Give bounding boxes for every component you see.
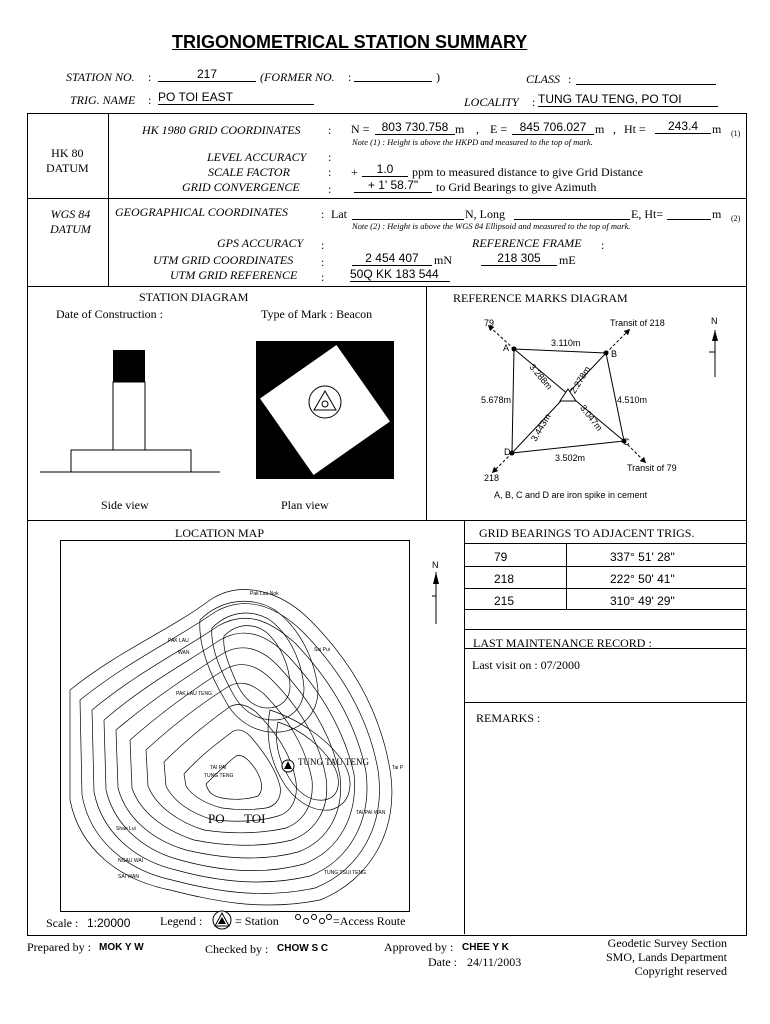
map-place-po: PO xyxy=(208,811,225,826)
beacon-top xyxy=(113,350,145,382)
prepared-label: Prepared by : xyxy=(27,940,91,954)
dept-line2: SMO, Lands Department xyxy=(606,950,727,964)
grid-convergence-label: GRID CONVERGENCE xyxy=(182,180,300,194)
colon: : xyxy=(321,207,325,221)
utm-ref-label: UTM GRID REFERENCE xyxy=(170,268,298,282)
ht-value: 243.4 xyxy=(655,119,711,134)
utm-n-unit: mN xyxy=(434,253,452,267)
legend-label: Legend : xyxy=(160,914,203,928)
locality-value: TUNG TAU TENG, PO TOI xyxy=(538,92,718,107)
distance-ab: 3.110m xyxy=(551,338,581,348)
bearing-row-trig: 215 xyxy=(494,594,515,608)
colon: : xyxy=(321,270,325,284)
wgs84-datum xyxy=(50,207,91,237)
trig-name-label: TRIG. NAME xyxy=(70,93,136,107)
distance-b-station: 2.278m xyxy=(568,364,593,396)
map-place-tai-pai: TAI PAI xyxy=(210,765,227,771)
ref-marks-heading: REFERENCE MARKS DIAGRAM xyxy=(453,291,628,305)
long-value xyxy=(514,205,630,220)
datum-line2: DATUM xyxy=(46,161,89,175)
e-prefix: E = xyxy=(490,122,508,136)
note1-ref: (1) xyxy=(731,129,741,138)
locality-label: LOCALITY xyxy=(464,95,519,109)
grid-convergence-value: + 1' 58.7" xyxy=(354,178,432,193)
lat-value xyxy=(352,205,464,220)
unit-m: m xyxy=(712,122,722,136)
divider xyxy=(27,520,746,521)
transit-218-label: Transit of 218 xyxy=(610,318,665,328)
grid-bearings-heading: GRID BEARINGS TO ADJACENT TRIGS. xyxy=(479,526,695,540)
map-place-sai-wan: SAI WAN xyxy=(118,874,139,880)
map-place-pak-lau-nok: Pak Lau Nok xyxy=(250,591,279,597)
map-place-toi: TOI xyxy=(244,811,266,826)
utm-coords-label: UTM GRID COORDINATES xyxy=(153,253,294,267)
date-label: Date : xyxy=(428,955,457,969)
colon: : xyxy=(601,238,605,252)
station-diagram-heading: STATION DIAGRAM xyxy=(139,290,249,304)
bearing-row-value: 222° 50' 41" xyxy=(610,572,675,586)
hk1980-grid-label: HK 1980 GRID COORDINATES xyxy=(142,123,301,137)
divider xyxy=(27,286,746,287)
trig-name-value: PO TOI EAST xyxy=(158,90,314,105)
bearing-row-trig: 218 xyxy=(494,572,515,586)
scale-factor-label: SCALE FACTOR xyxy=(208,165,290,179)
comma: , xyxy=(476,122,479,136)
colon: : xyxy=(328,123,332,137)
colon: : xyxy=(532,95,536,109)
class-label: CLASS xyxy=(526,72,561,86)
line-ad xyxy=(512,349,514,453)
distance-a-station: 3.288m xyxy=(527,362,555,392)
divider xyxy=(27,198,746,199)
n-value: 803 730.758 xyxy=(375,120,455,135)
e-value: 845 706.027 xyxy=(512,120,594,135)
bearing-row-trig: 79 xyxy=(494,550,508,564)
bearing-row-value: 310° 49' 29" xyxy=(610,594,675,608)
station-marker xyxy=(282,760,294,772)
datum-line1: HK 80 xyxy=(51,146,84,160)
gps-accuracy-label: GPS ACCURACY xyxy=(217,236,304,250)
divider xyxy=(465,609,746,610)
map-place-shan-lui: Shan Lui xyxy=(116,826,136,832)
remarks-heading: REMARKS : xyxy=(476,711,541,725)
divider xyxy=(464,520,465,934)
date-of-construction-label: Date of Construction : xyxy=(56,307,163,321)
beacon-base xyxy=(71,450,191,472)
colon: : xyxy=(148,70,152,84)
ht-prefix: Ht = xyxy=(624,122,646,136)
line-ab xyxy=(514,349,606,353)
scale-label: Scale : xyxy=(46,916,79,930)
reference-frame-label: REFERENCE FRAME xyxy=(472,236,582,250)
prepared-by: MOK Y W xyxy=(99,942,144,953)
note2-ref: (2) xyxy=(731,214,741,223)
page-title: TRIGONOMETRICAL STATION SUMMARY xyxy=(172,32,528,52)
point-b-label: B xyxy=(611,349,618,359)
utm-e-unit: mE xyxy=(559,253,576,267)
scale-factor-sign: + xyxy=(351,165,358,179)
scale-factor-text: ppm to measured distance to give Grid Distance xyxy=(412,165,643,179)
colon: : xyxy=(348,70,352,84)
transit-79-label: Transit of 79 xyxy=(627,463,677,473)
maintenance-heading: LAST MAINTENANCE RECORD : xyxy=(473,636,652,650)
divider xyxy=(465,543,746,544)
unit-m: m xyxy=(712,207,722,221)
approved-label: Approved by : xyxy=(384,940,454,954)
divider xyxy=(465,588,746,589)
divider xyxy=(465,629,746,630)
checked-by: CHOW S C xyxy=(277,943,329,954)
point-d-label: D xyxy=(504,447,511,457)
station-no-label: STATION NO. xyxy=(66,70,135,84)
unit-m: m xyxy=(595,122,605,136)
bearing-row-value: 337° 51' 28" xyxy=(610,550,675,564)
map-place-tung-tsui: TUNG TSUI TENG xyxy=(324,870,367,876)
dept-line1: Geodetic Survey Section xyxy=(607,936,727,950)
long-label: N, Long xyxy=(465,207,505,221)
scale-value: 1:20000 xyxy=(87,916,131,930)
side-view-label: Side view xyxy=(101,498,149,512)
grid-convergence-text: to Grid Bearings to give Azimuth xyxy=(436,180,597,194)
colon: : xyxy=(568,72,572,86)
legend-access-icon xyxy=(294,912,332,926)
scale-factor-value: 1.0 xyxy=(362,162,408,177)
distance-ad: 5.678m xyxy=(481,395,512,405)
map-place-tai-p: Tai P xyxy=(392,765,404,771)
distance-d-station: 3.443m xyxy=(529,411,553,443)
note2: Note (2) : Height is above the WGS 84 Ellipsoid and measured to the top of mark. xyxy=(352,221,631,231)
label-218: 218 xyxy=(484,473,500,483)
checked-label: Checked by : xyxy=(205,942,269,956)
legend-station-icon xyxy=(210,910,234,930)
map-place-ngau-wai: NGAU WAI xyxy=(118,858,144,864)
map-place-pak-lau-teng: PAK LAU TENG xyxy=(176,691,212,697)
map-place-sai-pui: Sai Pui xyxy=(314,647,330,653)
map-north-arrow xyxy=(430,570,442,626)
north-arrow-head xyxy=(712,330,718,341)
colon: : xyxy=(328,150,332,164)
ref-marks-footnote: A, B, C and D are iron spike in cement xyxy=(494,490,648,500)
utm-ref-value: 50Q KK 183 544 xyxy=(350,267,450,282)
date-value: 24/11/2003 xyxy=(467,955,522,969)
colon: : xyxy=(328,182,332,196)
colon: : xyxy=(321,238,325,252)
last-visit: Last visit on : 07/2000 xyxy=(472,658,580,672)
label-79: 79 xyxy=(484,318,495,328)
colon: : xyxy=(321,255,325,269)
map-place-tung-tau-teng: TUNG TAU TENG xyxy=(298,757,369,767)
former-no-label: (FORMER NO. xyxy=(260,70,335,84)
e-ht-label: E, Ht= xyxy=(631,207,664,221)
divider xyxy=(566,543,567,609)
utm-e-value: 218 305 xyxy=(481,251,557,266)
point-a-label: A xyxy=(503,343,510,353)
geo-coords-label: GEOGRAPHICAL COORDINATES xyxy=(115,205,288,219)
map-north-label: N xyxy=(432,560,439,570)
map-place-wan: WAN xyxy=(178,650,190,656)
divider xyxy=(465,566,746,567)
beacon-pillar xyxy=(113,382,145,450)
map-place-pak-lau: PAK LAU xyxy=(168,638,189,644)
hk80-datum xyxy=(46,146,89,176)
transit-79-line xyxy=(490,327,514,349)
divider xyxy=(108,113,109,286)
former-no-value xyxy=(354,67,432,82)
colon: : xyxy=(328,165,332,179)
divider xyxy=(426,286,427,520)
unit-m: m xyxy=(455,122,465,136)
mark-type-label: Type of Mark : Beacon xyxy=(261,307,373,321)
ht-value xyxy=(667,205,711,220)
datum-line2: DATUM xyxy=(50,222,91,236)
map-frame xyxy=(61,541,410,912)
point-c-label: C xyxy=(623,437,630,447)
station-no-value: 217 xyxy=(158,67,256,82)
map-place-tung-teng: TUNG TENG xyxy=(204,773,234,779)
datum-line1: WGS 84 xyxy=(50,207,91,221)
dept-block xyxy=(606,936,727,978)
side-view-drawing xyxy=(40,340,220,480)
dept-line3: Copyright reserved xyxy=(634,964,727,978)
line-dc xyxy=(512,441,624,453)
legend-station-text: = Station xyxy=(235,914,279,928)
divider xyxy=(465,702,746,703)
distance-dc: 3.502m xyxy=(555,453,586,463)
lat-label: Lat xyxy=(331,207,347,221)
colon: : xyxy=(148,93,152,107)
distance-bc: 4.510m xyxy=(617,395,648,405)
plan-view-label: Plan view xyxy=(281,498,329,512)
ref-north: N xyxy=(711,316,718,326)
location-map-heading: LOCATION MAP xyxy=(175,526,265,540)
comma: , xyxy=(613,122,616,136)
utm-n-value: 2 454 407 xyxy=(352,251,432,266)
map-place-tai-pai-wan: TAI PAI WAN xyxy=(356,810,386,816)
approved-by: CHEE Y K xyxy=(462,942,509,953)
n-prefix: N = xyxy=(351,122,370,136)
note1: Note (1) : Height is above the HKPD and measured to the top of mark. xyxy=(352,137,593,147)
location-map xyxy=(60,540,410,912)
legend-access-text: =Access Route xyxy=(333,914,406,928)
level-accuracy-label: LEVEL ACCURACY xyxy=(207,150,307,164)
paren: ) xyxy=(436,70,440,84)
distance-c-station: 3.047m xyxy=(578,403,605,433)
class-value xyxy=(576,70,716,85)
plan-view-drawing xyxy=(255,340,395,480)
